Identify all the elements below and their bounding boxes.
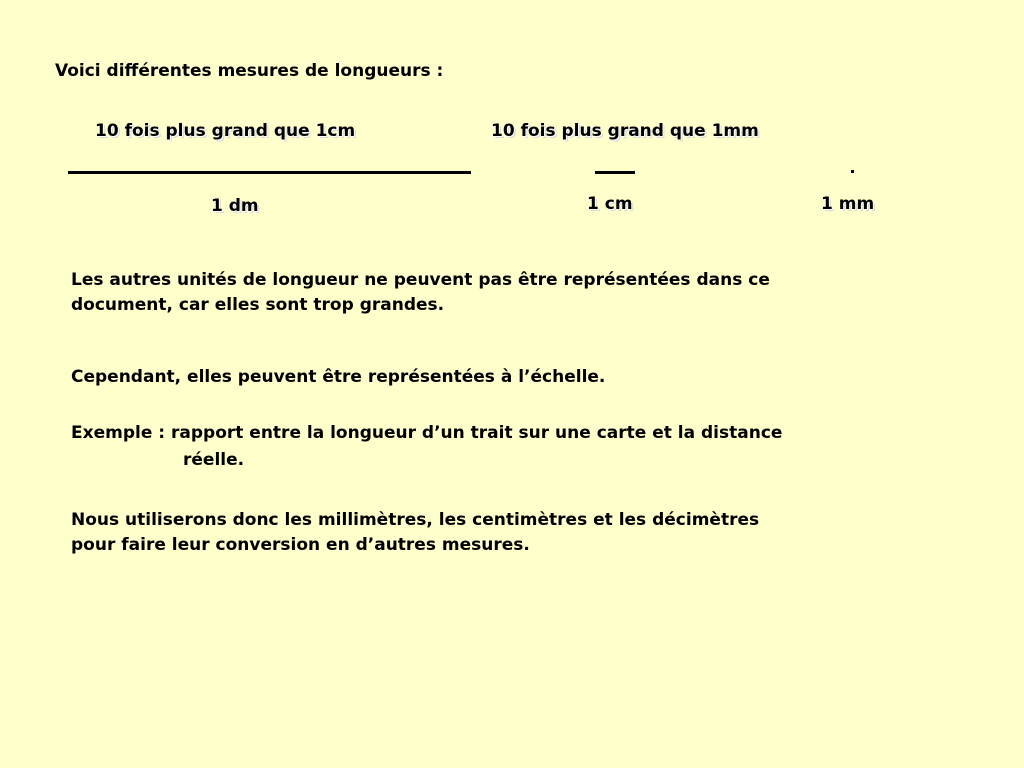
paragraph-conversion	[71, 508, 759, 558]
paragraph-other-units-line1: Les autres unités de longueur ne peuvent pas être représentées dans ce	[71, 270, 770, 290]
unit-label-cm: 1 cm	[587, 194, 633, 214]
unit-label-mm: 1 mm	[821, 194, 875, 214]
paragraph-conversion-line2: pour faire leur conversion en d’autres mesures.	[71, 535, 530, 555]
paragraph-conversion-line1: Nous utiliserons donc les millimètres, les centimètres et les décimètres	[71, 510, 760, 530]
example-label: Exemple :	[71, 423, 166, 443]
line-1-dm	[68, 171, 471, 174]
label-dm-comparison: 10 fois plus grand que 1cm	[95, 121, 356, 141]
unit-label-dm: 1 dm	[211, 196, 259, 216]
example-line1: rapport entre la longueur d’un trait sur une carte et la distance	[171, 423, 783, 443]
example-line2: réelle.	[183, 450, 245, 470]
paragraph-scale: Cependant, elles peuvent être représentées à l’échelle.	[71, 367, 606, 387]
paragraph-other-units-line2: document, car elles sont trop grandes.	[71, 295, 445, 315]
paragraph-other-units	[71, 268, 770, 318]
paragraph-example	[71, 421, 971, 473]
label-cm-comparison: 10 fois plus grand que 1mm	[491, 121, 759, 141]
dot-1-mm	[851, 170, 854, 173]
line-1-cm	[595, 171, 635, 174]
page-title: Voici différentes mesures de longueurs :	[55, 61, 444, 81]
